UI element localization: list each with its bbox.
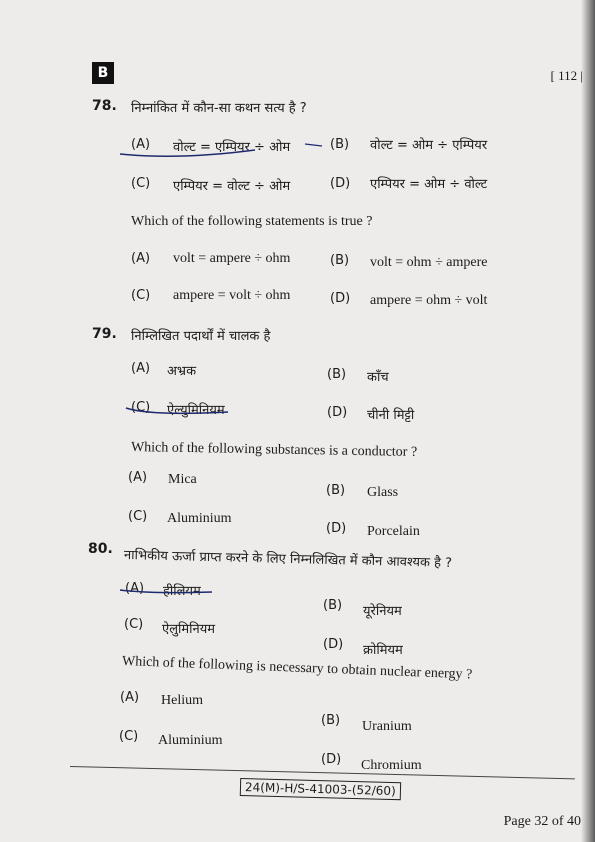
option-text: Mica xyxy=(168,472,197,487)
option-key: (C) xyxy=(119,729,139,744)
option-text: Helium xyxy=(161,693,203,708)
question-english: Which of the following statements is true ? xyxy=(131,214,373,229)
set-badge: B xyxy=(92,62,114,84)
option-text: ऐल्युमिनियम xyxy=(167,403,225,418)
option-text: Chromium xyxy=(361,758,422,773)
option-key: (A) xyxy=(128,470,148,485)
option-key: (C) xyxy=(131,400,151,415)
option-text: एम्पियर = ओम ÷ वोल्ट xyxy=(370,177,488,192)
question-english: Which of the following is necessary to obtain nuclear energy ? xyxy=(121,654,473,683)
option-key: (B) xyxy=(321,713,341,728)
option-text: volt = ampere ÷ ohm xyxy=(173,251,291,266)
option-key: (B) xyxy=(323,598,343,613)
option-key: (C) xyxy=(131,288,151,303)
option-key: (D) xyxy=(323,637,344,652)
option-text: Porcelain xyxy=(367,524,420,539)
option-key: (D) xyxy=(326,521,347,536)
option-text: Uranium xyxy=(362,719,412,734)
question-hindi: नाभिकीय ऊर्जा प्राप्त करने के लिए निम्नलिखित में कौन आवश्यक है ? xyxy=(123,548,453,572)
option-key: (A) xyxy=(125,581,145,596)
option-text: हीलियम xyxy=(163,584,201,599)
option-key: (C) xyxy=(124,617,144,632)
option-text: Aluminium xyxy=(158,733,223,748)
option-text: चीनी मिट्टी xyxy=(367,408,415,423)
option-text: वोल्ट = ओम ÷ एम्पियर xyxy=(370,138,488,153)
option-key: (D) xyxy=(327,405,348,420)
footer-rule xyxy=(70,766,575,779)
page-edge-shadow xyxy=(581,0,595,842)
question-number: 80. xyxy=(88,541,113,557)
question-english: Which of the following substances is a conductor ? xyxy=(130,440,418,460)
option-key: (D) xyxy=(330,291,351,306)
option-text: Glass xyxy=(367,485,399,500)
option-key: (D) xyxy=(330,176,351,191)
option-text: ampere = volt ÷ ohm xyxy=(173,288,291,303)
option-key: (A) xyxy=(120,690,140,705)
pen-tick xyxy=(305,144,322,146)
option-key: (C) xyxy=(128,509,148,524)
option-text: volt = ohm ÷ ampere xyxy=(370,255,488,270)
option-text: ऐलुमिनियम xyxy=(162,622,216,637)
option-key: (A) xyxy=(131,361,151,376)
page-label: Page 32 of 40 xyxy=(503,814,581,829)
option-key: (C) xyxy=(131,176,151,191)
option-key: (B) xyxy=(330,253,350,268)
paper-code: 24(M)-H/S-41003-(52/60) xyxy=(240,778,401,800)
option-text: ampere = ohm ÷ volt xyxy=(370,293,488,308)
option-text: काँच xyxy=(367,370,389,385)
option-key: (A) xyxy=(131,251,151,266)
option-key: (B) xyxy=(330,137,350,152)
option-key: (A) xyxy=(131,137,151,152)
page-marker: [ 112 | xyxy=(550,68,583,83)
option-text: क्रोमियम xyxy=(363,643,403,658)
question-number: 79. xyxy=(92,326,117,342)
option-text: Aluminium xyxy=(167,511,232,526)
option-text: एम्पियर = वोल्ट ÷ ओम xyxy=(173,179,291,194)
option-key: (D) xyxy=(321,752,342,767)
option-text: यूरेनियम xyxy=(363,604,402,619)
option-key: (B) xyxy=(327,367,347,382)
question-hindi: निम्लिखित पदार्थों में चालक है xyxy=(131,329,271,344)
option-key: (B) xyxy=(326,483,346,498)
option-text: वोल्ट = एम्पियर ÷ ओम xyxy=(173,140,291,155)
question-number: 78. xyxy=(92,98,117,114)
option-text: अभ्रक xyxy=(167,364,197,379)
question-hindi: निम्नांकित में कौन-सा कथन सत्य है ? xyxy=(131,101,307,116)
